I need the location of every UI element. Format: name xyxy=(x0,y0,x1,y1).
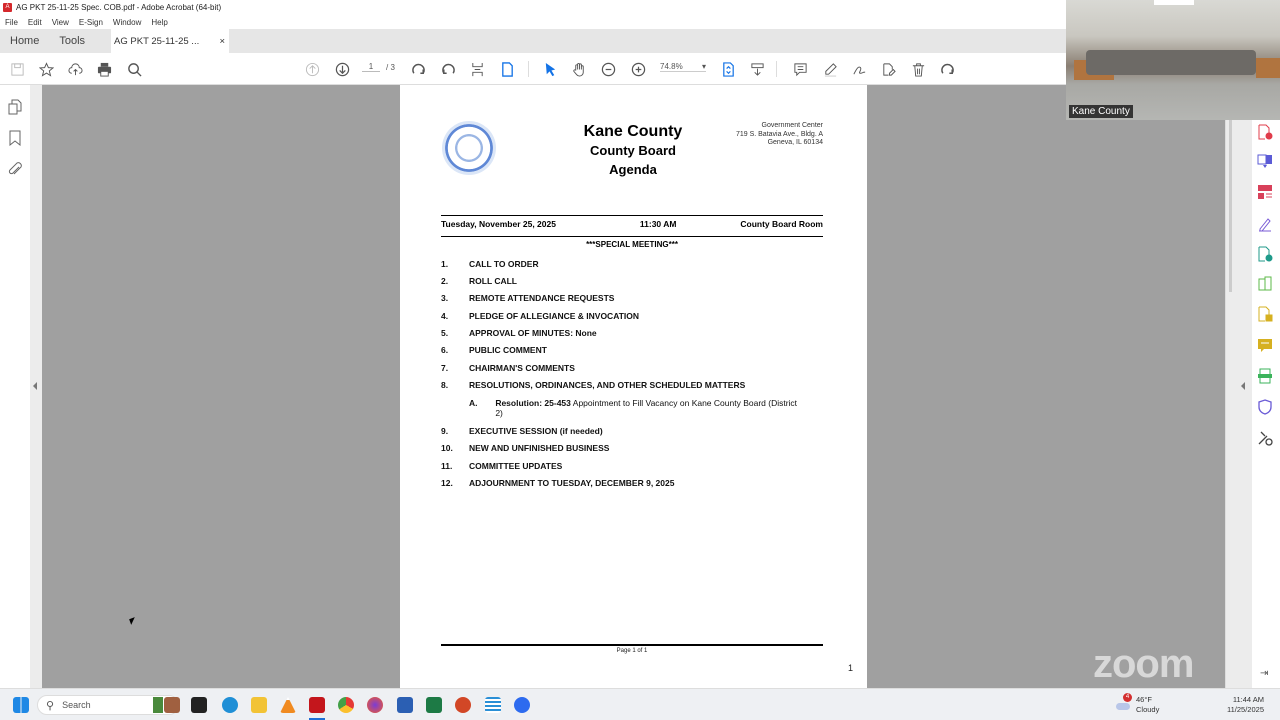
cloud-upload-icon[interactable] xyxy=(66,60,84,78)
menu-file[interactable]: File xyxy=(5,17,18,27)
window-title-bar xyxy=(0,0,1066,15)
page-number: 1 xyxy=(848,663,854,673)
vertical-scrollbar[interactable] xyxy=(1229,120,1232,292)
comment-icon[interactable] xyxy=(791,60,809,78)
edit-pages-icon[interactable] xyxy=(1257,276,1273,292)
agenda-item: 12. ADJOURNMENT TO TUESDAY, DECEMBER 9, 2025 xyxy=(441,478,675,488)
windows-taskbar xyxy=(0,688,1280,720)
redo-icon[interactable] xyxy=(938,60,956,78)
clock-date: 11/25/2025 xyxy=(1227,705,1264,714)
edit-pdf-icon[interactable] xyxy=(879,60,897,78)
toolbar-divider xyxy=(776,61,777,77)
page-navigator xyxy=(362,62,395,72)
agenda-item: 3. REMOTE ATTENDANCE REQUESTS xyxy=(441,293,615,303)
cloud-icon xyxy=(1116,703,1130,710)
organize-pages-icon[interactable] xyxy=(1257,184,1273,200)
firefox-icon[interactable] xyxy=(367,697,383,713)
tab-home[interactable]: Home xyxy=(10,35,40,47)
agenda-item: 11. COMMITTEE UPDATES xyxy=(441,461,563,471)
resolution-link[interactable]: Resolution: 25-453 xyxy=(495,398,571,408)
current-page-input[interactable]: 1 xyxy=(362,62,380,72)
toolbar-divider xyxy=(528,61,529,77)
org-name: Kane County xyxy=(583,123,683,140)
search-icon: ⚲ xyxy=(46,699,55,712)
chevron-down-icon: ▾ xyxy=(701,62,706,71)
agenda-item: 5. APPROVAL OF MINUTES: None xyxy=(441,328,597,338)
holiday-tree-icon xyxy=(153,697,163,713)
rotate-clockwise-icon[interactable] xyxy=(409,60,427,78)
hand-tool-icon[interactable] xyxy=(570,60,588,78)
chrome-icon[interactable] xyxy=(338,697,354,713)
tab-bar xyxy=(0,29,1066,53)
edit-pdf-tool-icon[interactable] xyxy=(1257,306,1273,322)
main-toolbar xyxy=(0,53,1066,85)
address-block xyxy=(736,122,823,148)
menu-view[interactable]: View xyxy=(51,17,69,27)
room-desks xyxy=(1086,50,1256,75)
agenda-item: 8. RESOLUTIONS, ORDINANCES, AND OTHER SCHEDULED MATTERS xyxy=(441,380,746,390)
search-placeholder: Search xyxy=(62,700,91,710)
compress-pdf-icon[interactable] xyxy=(1257,246,1273,262)
next-page-icon[interactable] xyxy=(333,60,351,78)
select-cursor-icon[interactable] xyxy=(541,60,559,78)
window-title: AG PKT 25-11-25 Spec. COB.pdf - Adobe Acrobat (64-bit) xyxy=(16,3,222,12)
menu-esign[interactable]: E-Sign xyxy=(78,17,103,27)
zoom-search-icon[interactable] xyxy=(125,60,143,78)
total-pages: / 3 xyxy=(386,62,395,72)
right-scrollbar-strip[interactable] xyxy=(1225,120,1252,688)
word-icon[interactable] xyxy=(397,697,413,713)
agenda-item: 7. CHAIRMAN'S COMMENTS xyxy=(441,363,575,373)
more-tools-icon[interactable] xyxy=(1257,430,1273,446)
notepad-icon[interactable] xyxy=(485,697,501,713)
tab-document[interactable] xyxy=(111,29,229,53)
excel-icon[interactable] xyxy=(426,697,442,713)
print-icon[interactable] xyxy=(95,60,113,78)
highlight-pen-icon[interactable] xyxy=(821,60,839,78)
room-screen xyxy=(1154,0,1194,5)
agenda-item: 6. PUBLIC COMMENT xyxy=(441,345,547,355)
fit-page-icon[interactable] xyxy=(468,60,486,78)
agenda-item: 4. PLEDGE OF ALLEGIANCE & INVOCATION xyxy=(441,311,640,321)
vlc-icon[interactable] xyxy=(280,697,296,713)
menu-window[interactable]: Window xyxy=(112,17,142,27)
collapse-left-icon[interactable] xyxy=(33,382,37,390)
attachment-icon[interactable] xyxy=(7,161,23,177)
scroll-mode-icon[interactable] xyxy=(719,60,737,78)
sign-icon[interactable] xyxy=(850,60,868,78)
weather-condition: Cloudy xyxy=(1136,705,1160,714)
zoom-watermark: zoom xyxy=(1093,642,1194,686)
header-rule xyxy=(441,236,823,237)
address-line: Geneva, IL 60134 xyxy=(767,139,823,146)
edge-browser-icon[interactable] xyxy=(222,697,238,713)
address-line: Government Center xyxy=(761,122,823,129)
single-page-view-icon[interactable] xyxy=(498,60,516,78)
bookmark-icon[interactable] xyxy=(7,130,23,146)
zoom-app-icon[interactable] xyxy=(514,697,530,713)
previous-page-icon[interactable] xyxy=(303,60,321,78)
scan-ocr-icon[interactable] xyxy=(1257,368,1273,384)
meeting-date: Tuesday, November 25, 2025 xyxy=(441,219,556,229)
system-clock[interactable] xyxy=(1227,695,1264,715)
meeting-info-row xyxy=(441,219,823,229)
meeting-type: ***SPECIAL MEETING*** xyxy=(586,240,678,249)
star-icon[interactable] xyxy=(37,60,55,78)
collapse-panel-icon[interactable]: ⇥ xyxy=(1260,668,1269,679)
county-seal-logo xyxy=(442,121,496,175)
save-icon[interactable] xyxy=(8,60,26,78)
agenda-item: 9. EXECUTIVE SESSION (if needed) xyxy=(441,426,603,436)
comment-tool-icon[interactable] xyxy=(1257,337,1273,353)
delete-icon[interactable] xyxy=(909,60,927,78)
export-pdf-icon[interactable] xyxy=(1257,153,1273,169)
doc-type: Agenda xyxy=(609,162,657,177)
tools-pane xyxy=(1252,120,1280,688)
windows-start-icon[interactable] xyxy=(13,697,29,713)
task-view-icon[interactable] xyxy=(191,697,207,713)
room-wall xyxy=(1256,58,1280,78)
header-rule xyxy=(441,215,823,216)
agenda-item: 2. ROLL CALL xyxy=(441,276,518,286)
agenda-sub-item: A. Resolution: 25-453 Appointment to Fill Vacancy on Kane County Board (District 2) xyxy=(469,398,798,418)
protect-shield-icon[interactable] xyxy=(1257,399,1273,415)
search-highlight-icon xyxy=(164,697,180,713)
notification-badge: 4 xyxy=(1123,693,1132,702)
board-name: County Board xyxy=(590,143,676,158)
participant-label: Kane County xyxy=(1069,105,1133,118)
tab-document-label: AG PKT 25-11-25 ... xyxy=(114,35,200,47)
rotate-counterclockwise-icon[interactable] xyxy=(439,60,457,78)
menu-bar xyxy=(0,15,1066,29)
meeting-location: County Board Room xyxy=(740,219,823,229)
address-line: 719 S. Batavia Ave., Bldg. A xyxy=(735,130,823,138)
create-pdf-icon[interactable] xyxy=(1257,124,1273,140)
pdf-page xyxy=(400,85,867,688)
meeting-time: 11:30 AM xyxy=(639,219,677,229)
page-footer: Page 1 of 1 xyxy=(616,648,648,654)
footer-rule xyxy=(441,644,823,646)
zoom-in-icon[interactable] xyxy=(629,60,647,78)
zoom-out-icon[interactable] xyxy=(599,60,617,78)
zoom-level-dropdown[interactable] xyxy=(660,62,706,72)
tab-tools[interactable]: Tools xyxy=(59,35,86,47)
zoom-video-thumbnail[interactable] xyxy=(1066,0,1280,120)
fill-sign-icon[interactable] xyxy=(1257,216,1273,232)
file-explorer-icon[interactable] xyxy=(251,697,267,713)
weather-widget[interactable] xyxy=(1120,695,1159,715)
agenda-item: 1. CALL TO ORDER xyxy=(441,259,539,269)
collapse-right-icon[interactable] xyxy=(1241,382,1245,390)
zoom-level-value: 74.8% xyxy=(660,62,683,71)
page-thumbnails-icon[interactable] xyxy=(7,99,23,115)
close-tab-icon[interactable]: × xyxy=(219,35,226,47)
menu-help[interactable]: Help xyxy=(151,17,168,27)
left-navigation-panel xyxy=(0,85,30,688)
menu-edit[interactable]: Edit xyxy=(27,17,42,27)
left-panel-collapse-strip[interactable] xyxy=(30,85,42,688)
clock-time: 11:44 AM xyxy=(1232,695,1264,704)
agenda-heading xyxy=(560,122,706,179)
read-mode-icon[interactable] xyxy=(748,60,766,78)
acrobat-app-icon: A xyxy=(3,3,12,12)
powerpoint-icon[interactable] xyxy=(455,697,471,713)
agenda-item: 10. NEW AND UNFINISHED BUSINESS xyxy=(441,443,610,453)
acrobat-taskbar-icon[interactable] xyxy=(309,697,325,713)
weather-temp: 46°F xyxy=(1136,695,1152,704)
